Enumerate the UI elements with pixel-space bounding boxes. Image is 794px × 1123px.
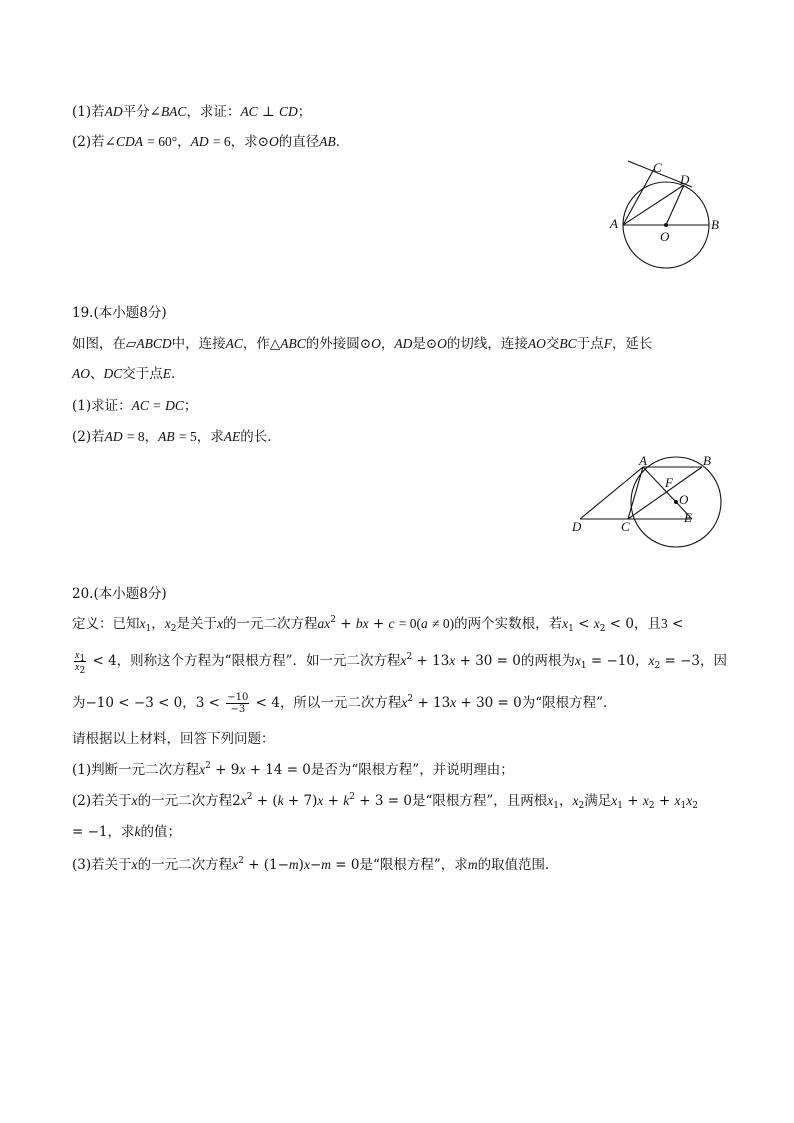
q18-line-ac — [623, 169, 654, 225]
q19-label-d: D — [572, 519, 582, 534]
q18-label-b: B — [711, 217, 719, 232]
q19-center-dot — [674, 500, 678, 504]
q20-part2-line1: (2)若关于x的一元二次方程$2x^2 + (k + 7)x + k^2 + 3 = 0$是“限根方程”，且两根$x_1$，$x_2$满足$x_1 + x_2 + x_1x_2$ — [72, 792, 699, 811]
q19-tangent-ad — [580, 467, 643, 519]
q18-center-dot — [664, 223, 668, 227]
q19-label-a: A — [639, 453, 647, 468]
q19-part2: (2)若AD = 8，AB = 5，求AE的长． — [72, 429, 281, 445]
q20-part1: (1)判断一元二次方程$x^2 + 9x + 14 = 0$是否为“限根方程”，并说明理由； — [72, 761, 514, 778]
q18-part1: (1)若AD平分∠BAC，求证：AC ⊥ CD； — [72, 104, 312, 120]
q20-part2-line2: = −1，求k的值； — [72, 824, 182, 840]
q18-label-a: A — [610, 216, 618, 231]
q18-part2: (2)若∠CDA = 60°，AD = 6，求⊙O的直径AB． — [72, 134, 350, 150]
q20-definition-line1: 定义：已知$x_1$，$x_2$是关于x的一元二次方程$ax^2$ + bx + c = 0(a ≠ 0)的两个实数根，若$x_1 < x_2 < 0$，且3 < — [72, 615, 684, 634]
q20-definition-line3: 为−10 < −3 < 0，3 < $\frac{-10}{-3}$ < 4，所以一元二次方程$x^2 + 13x + 30 = 0$为“限根方程”． — [72, 692, 617, 715]
q19-stem-line1: 如图，在▱ABCD中，连接AC，作△ABC的外接圆⊙O，AD是⊙O的切线，连接AO交BC于点F，延长 — [72, 336, 653, 352]
q19-label-e: E — [684, 510, 692, 525]
q19-label-c: C — [621, 519, 630, 534]
q20-header: 20.(本小题8分) — [72, 586, 167, 602]
q19-figure — [565, 452, 735, 557]
q18-figure — [600, 155, 730, 275]
q18-label-d: D — [680, 172, 690, 187]
q19-line-ac — [628, 467, 643, 519]
q18-label-c: C — [653, 160, 662, 175]
q19-label-o: O — [679, 492, 689, 507]
q20-part3: (3)若关于x的一元二次方程$x^2 + (1-m)x-m = 0$是“限根方程”，求m的取值范围． — [72, 856, 559, 873]
q19-part1: (1)求证：AC = DC； — [72, 398, 198, 414]
q19-label-b: B — [703, 453, 711, 468]
q20-definition-line2: $\frac{x_1}{x_2}$ < 4，则称这个方程为“限根方程”．如一元二次方程$x^2 + 13x + 30 = 0$的两根为$x_1 = -10$，$x_2 = -3$，因 — [75, 650, 728, 676]
q20-prompt: 请根据以上材料，回答下列问题： — [72, 731, 275, 747]
q19-header: 19.(本小题8分) — [72, 305, 167, 321]
q19-stem-line2: AO、DC交于点E． — [72, 366, 185, 382]
q19-label-f: F — [665, 475, 673, 490]
q18-label-o: O — [660, 229, 670, 244]
